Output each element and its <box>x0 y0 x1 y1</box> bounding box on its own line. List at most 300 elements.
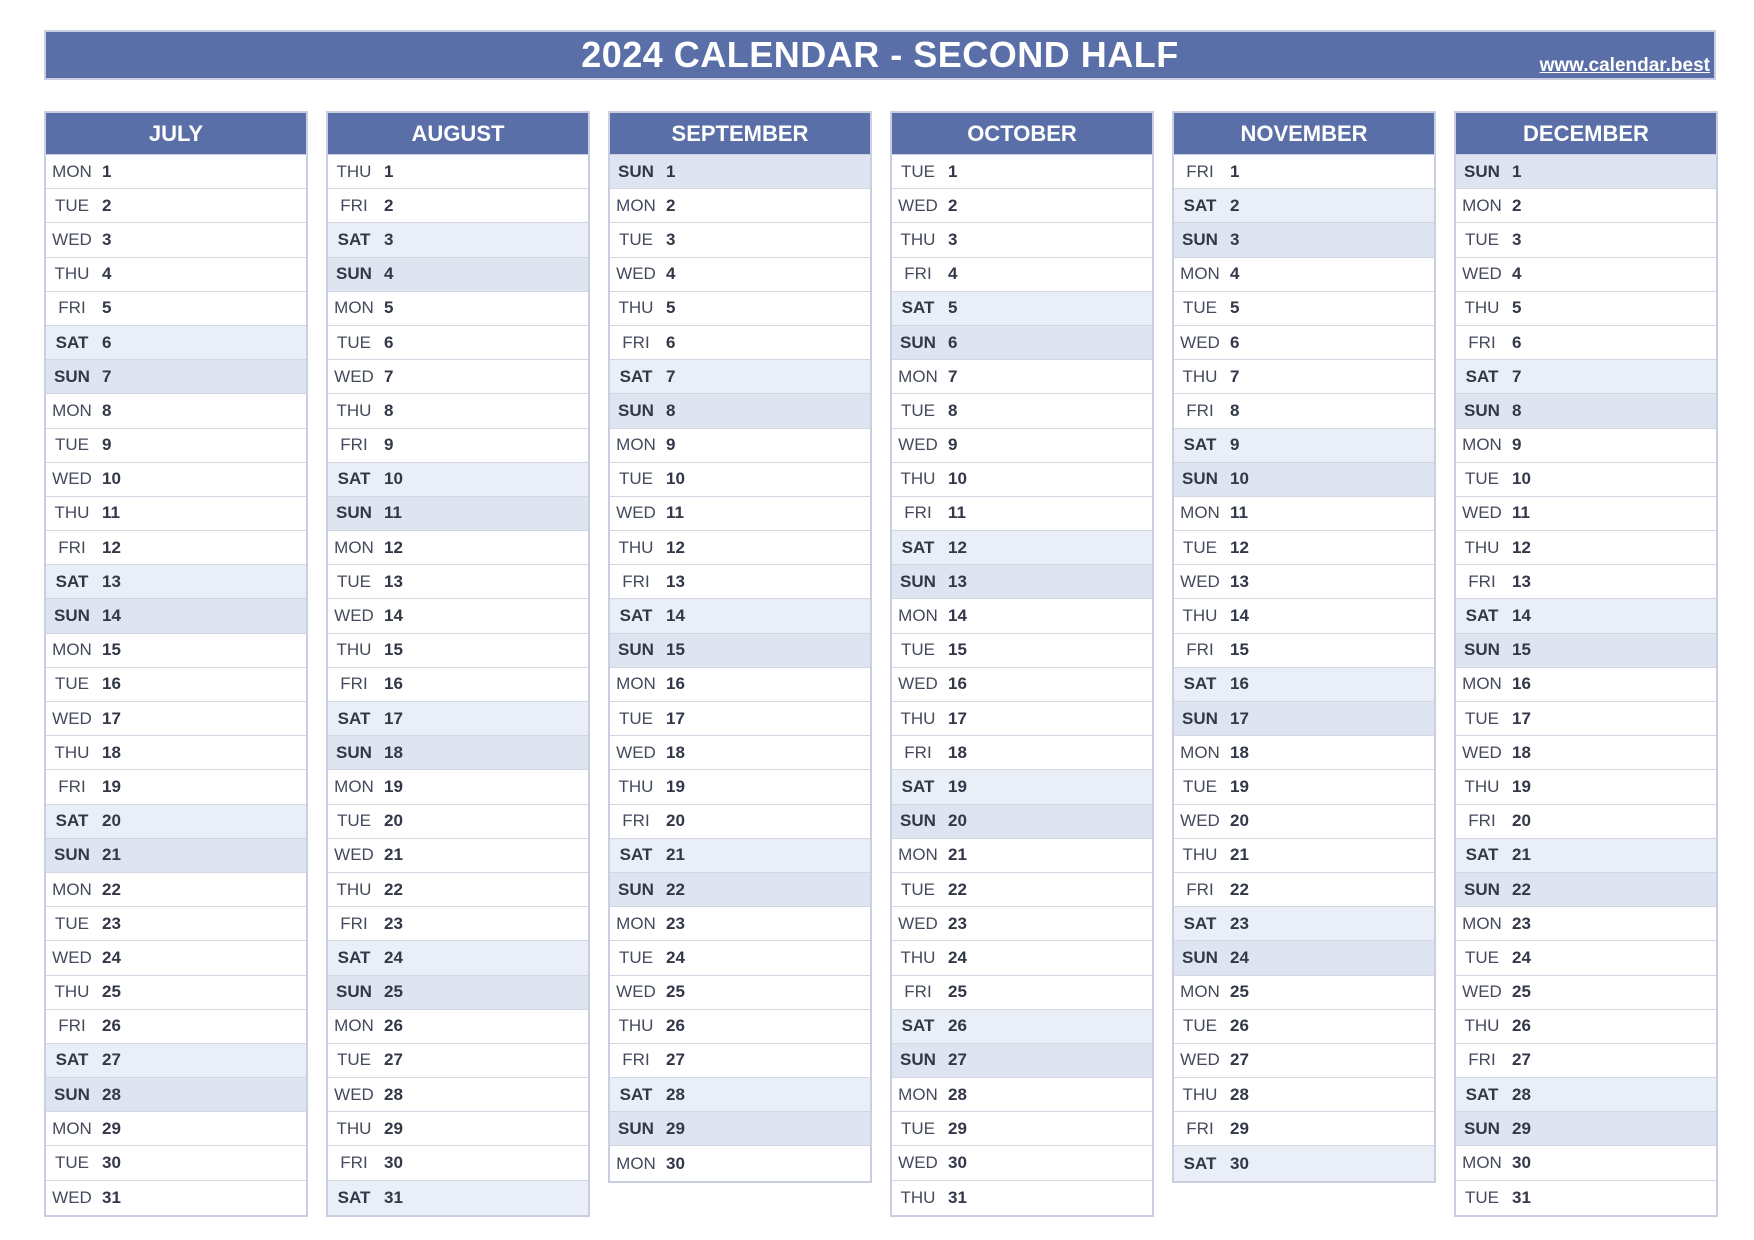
weekday-label: FRI <box>1468 1050 1496 1070</box>
day-row <box>610 941 870 975</box>
weekday-label: FRI <box>340 195 368 215</box>
weekday-label: TUE <box>1465 947 1499 967</box>
day-number: 12 <box>1512 537 1531 557</box>
day-row <box>328 497 588 531</box>
day-row <box>46 531 306 565</box>
month-header: JULY <box>46 113 306 155</box>
day-row <box>46 394 306 428</box>
weekday-label: FRI <box>622 332 650 352</box>
day-row <box>46 1112 306 1146</box>
day-row <box>46 668 306 702</box>
day-row <box>610 429 870 463</box>
day-number: 18 <box>1512 742 1531 762</box>
day-number: 23 <box>666 913 685 933</box>
day-number: 3 <box>1512 229 1522 249</box>
day-row <box>328 873 588 907</box>
day-row <box>46 873 306 907</box>
weekday-label: SAT <box>619 366 653 386</box>
day-row <box>1456 668 1716 702</box>
day-number: 15 <box>1230 640 1249 660</box>
day-number: 21 <box>1512 845 1531 865</box>
day-number: 22 <box>1512 879 1531 899</box>
weekday-label: TUE <box>619 708 653 728</box>
day-number: 20 <box>102 811 121 831</box>
day-number: 28 <box>1512 1084 1531 1104</box>
weekday-label: WED <box>334 366 374 386</box>
day-number: 15 <box>384 640 403 660</box>
day-number: 20 <box>1512 811 1531 831</box>
day-row <box>1456 736 1716 770</box>
day-number: 14 <box>1230 606 1249 626</box>
weekday-label: SAT <box>337 708 371 728</box>
day-number: 28 <box>102 1084 121 1104</box>
weekday-label: TUE <box>901 1118 935 1138</box>
day-number: 23 <box>384 913 403 933</box>
day-row <box>46 326 306 360</box>
day-row <box>892 429 1152 463</box>
weekday-label: FRI <box>340 913 368 933</box>
day-row <box>1456 976 1716 1010</box>
day-row <box>892 463 1152 497</box>
day-number: 1 <box>666 161 676 181</box>
weekday-label: SUN <box>1182 708 1218 728</box>
day-number: 16 <box>1230 674 1249 694</box>
weekday-label: TUE <box>619 229 653 249</box>
day-row <box>892 565 1152 599</box>
day-row <box>892 770 1152 804</box>
weekday-label: SUN <box>54 845 90 865</box>
day-number: 29 <box>666 1118 685 1138</box>
weekday-label: SAT <box>1183 1153 1217 1173</box>
month-august <box>326 111 590 1217</box>
day-row <box>46 1044 306 1078</box>
weekday-label: FRI <box>622 1050 650 1070</box>
day-number: 16 <box>948 674 967 694</box>
weekday-label: THU <box>1182 606 1218 626</box>
day-number: 12 <box>666 537 685 557</box>
day-number: 29 <box>102 1118 121 1138</box>
weekday-label: FRI <box>58 776 86 796</box>
month-header: NOVEMBER <box>1174 113 1434 155</box>
day-row <box>1456 258 1716 292</box>
day-row <box>610 189 870 223</box>
day-row <box>1174 839 1434 873</box>
day-row <box>46 736 306 770</box>
weekday-label: SAT <box>1465 606 1499 626</box>
month-header: SEPTEMBER <box>610 113 870 155</box>
day-row <box>328 907 588 941</box>
weekday-label: TUE <box>619 947 653 967</box>
day-number: 25 <box>384 982 403 1002</box>
day-row <box>610 702 870 736</box>
day-row <box>1174 1044 1434 1078</box>
day-number: 26 <box>1512 1016 1531 1036</box>
day-row <box>1174 1146 1434 1180</box>
weekday-label: THU <box>54 982 90 1002</box>
day-number: 13 <box>384 571 403 591</box>
day-row <box>46 634 306 668</box>
weekday-label: TUE <box>55 435 89 455</box>
day-row <box>1456 941 1716 975</box>
day-number: 20 <box>948 811 967 831</box>
weekday-label: FRI <box>1468 571 1496 591</box>
day-number: 9 <box>102 435 112 455</box>
day-row <box>1456 155 1716 189</box>
day-row <box>328 565 588 599</box>
day-row <box>1456 360 1716 394</box>
day-number: 8 <box>948 400 958 420</box>
day-number: 24 <box>666 947 685 967</box>
day-row <box>1174 1010 1434 1044</box>
day-number: 19 <box>1230 776 1249 796</box>
day-row <box>1174 565 1434 599</box>
day-row <box>46 497 306 531</box>
weekday-label: MON <box>1180 982 1220 1002</box>
day-number: 12 <box>384 537 403 557</box>
day-number: 2 <box>1230 195 1240 215</box>
weekday-label: THU <box>618 776 654 796</box>
day-number: 17 <box>1512 708 1531 728</box>
day-number: 4 <box>666 264 676 284</box>
weekday-label: MON <box>898 845 938 865</box>
weekday-label: SUN <box>336 742 372 762</box>
day-row <box>1174 497 1434 531</box>
weekday-label: FRI <box>1186 640 1214 660</box>
day-row <box>892 189 1152 223</box>
weekday-label: TUE <box>337 811 371 831</box>
day-row <box>46 1146 306 1180</box>
day-row <box>46 189 306 223</box>
month-december <box>1454 111 1718 1217</box>
day-row <box>46 360 306 394</box>
day-row <box>328 1078 588 1112</box>
weekday-label: MON <box>1462 1153 1502 1173</box>
day-row <box>1456 1010 1716 1044</box>
weekday-label: THU <box>54 742 90 762</box>
day-row <box>1174 223 1434 257</box>
day-number: 28 <box>1230 1084 1249 1104</box>
day-row <box>1456 292 1716 326</box>
weekday-label: MON <box>1180 742 1220 762</box>
day-number: 29 <box>1230 1118 1249 1138</box>
day-row <box>892 976 1152 1010</box>
weekday-label: THU <box>1464 537 1500 557</box>
day-number: 3 <box>1230 229 1240 249</box>
month-header: AUGUST <box>328 113 588 155</box>
day-row <box>892 531 1152 565</box>
day-number: 16 <box>666 674 685 694</box>
weekday-label: SUN <box>1182 229 1218 249</box>
day-row <box>892 702 1152 736</box>
day-number: 28 <box>666 1084 685 1104</box>
weekday-label: THU <box>1182 845 1218 865</box>
weekday-label: SAT <box>1465 1084 1499 1104</box>
day-number: 12 <box>948 537 967 557</box>
day-number: 10 <box>948 469 967 489</box>
day-row <box>1174 531 1434 565</box>
day-number: 2 <box>666 195 676 215</box>
weekday-label: WED <box>52 469 92 489</box>
day-number: 11 <box>1512 503 1530 523</box>
month-october <box>890 111 1154 1217</box>
weekday-label: MON <box>616 674 656 694</box>
weekday-label: MON <box>616 195 656 215</box>
day-number: 13 <box>666 571 685 591</box>
day-row <box>328 463 588 497</box>
weekday-label: WED <box>898 1153 938 1173</box>
day-number: 11 <box>1230 503 1248 523</box>
day-number: 7 <box>384 366 394 386</box>
day-row <box>46 258 306 292</box>
day-number: 13 <box>948 571 967 591</box>
weekday-label: MON <box>616 1153 656 1173</box>
day-row <box>1174 429 1434 463</box>
day-number: 30 <box>948 1153 967 1173</box>
day-number: 18 <box>948 742 967 762</box>
month-header: OCTOBER <box>892 113 1152 155</box>
weekday-label: TUE <box>1183 1016 1217 1036</box>
weekday-label: THU <box>1464 776 1500 796</box>
day-row <box>328 1044 588 1078</box>
weekday-label: WED <box>334 845 374 865</box>
day-number: 22 <box>1230 879 1249 899</box>
weekday-label: THU <box>336 1118 372 1138</box>
day-number: 6 <box>1512 332 1522 352</box>
day-row <box>610 839 870 873</box>
day-number: 23 <box>1230 913 1249 933</box>
weekday-label: WED <box>52 947 92 967</box>
day-row <box>328 258 588 292</box>
day-number: 15 <box>1512 640 1531 660</box>
weekday-label: SAT <box>55 332 89 352</box>
day-row <box>1456 907 1716 941</box>
weekday-label: SAT <box>337 1187 371 1207</box>
day-number: 27 <box>948 1050 967 1070</box>
day-row <box>610 873 870 907</box>
day-row <box>1174 1078 1434 1112</box>
day-row <box>892 1078 1152 1112</box>
day-number: 31 <box>1512 1187 1531 1207</box>
weekday-label: MON <box>898 606 938 626</box>
weekday-label: THU <box>900 947 936 967</box>
weekday-label: THU <box>1182 366 1218 386</box>
day-number: 13 <box>1230 571 1249 591</box>
day-number: 21 <box>666 845 685 865</box>
weekday-label: WED <box>1180 332 1220 352</box>
day-row <box>46 155 306 189</box>
month-header: DECEMBER <box>1456 113 1716 155</box>
day-number: 21 <box>102 845 121 865</box>
day-number: 8 <box>1512 400 1522 420</box>
day-number: 27 <box>666 1050 685 1070</box>
day-row <box>1456 1112 1716 1146</box>
day-number: 22 <box>102 879 121 899</box>
day-row <box>892 1044 1152 1078</box>
weekday-label: FRI <box>904 503 932 523</box>
day-row <box>892 941 1152 975</box>
day-number: 13 <box>102 571 121 591</box>
day-number: 17 <box>102 708 121 728</box>
day-row <box>1456 394 1716 428</box>
day-number: 18 <box>384 742 403 762</box>
weekday-label: FRI <box>1186 1118 1214 1138</box>
day-row <box>892 155 1152 189</box>
day-row <box>610 1044 870 1078</box>
day-number: 11 <box>384 503 402 523</box>
day-number: 31 <box>102 1187 121 1207</box>
weekday-label: THU <box>54 264 90 284</box>
day-number: 8 <box>384 400 394 420</box>
day-number: 15 <box>102 640 121 660</box>
day-row <box>46 805 306 839</box>
day-row <box>892 326 1152 360</box>
weekday-label: SAT <box>1183 195 1217 215</box>
weekday-label: MON <box>616 435 656 455</box>
day-number: 18 <box>666 742 685 762</box>
day-row <box>892 873 1152 907</box>
weekday-label: SUN <box>900 811 936 831</box>
day-row <box>1174 941 1434 975</box>
weekday-label: MON <box>1462 674 1502 694</box>
day-number: 27 <box>1512 1050 1531 1070</box>
day-row <box>46 976 306 1010</box>
day-number: 12 <box>102 537 121 557</box>
day-number: 9 <box>1512 435 1522 455</box>
day-row <box>46 223 306 257</box>
day-number: 14 <box>666 606 685 626</box>
day-number: 2 <box>102 195 112 215</box>
day-number: 29 <box>948 1118 967 1138</box>
day-number: 25 <box>1512 982 1531 1002</box>
weekday-label: THU <box>1464 1016 1500 1036</box>
day-number: 9 <box>666 435 676 455</box>
weekday-label: WED <box>898 195 938 215</box>
day-row <box>1456 189 1716 223</box>
day-number: 7 <box>948 366 958 386</box>
day-row <box>610 1112 870 1146</box>
weekday-label: TUE <box>337 332 371 352</box>
day-number: 3 <box>384 229 394 249</box>
day-number: 3 <box>102 229 112 249</box>
weekday-label: FRI <box>904 264 932 284</box>
day-row <box>610 394 870 428</box>
day-number: 5 <box>1512 298 1522 318</box>
day-number: 7 <box>1230 366 1240 386</box>
weekday-label: SUN <box>1464 400 1500 420</box>
day-number: 27 <box>384 1050 403 1070</box>
weekday-label: TUE <box>901 161 935 181</box>
weekday-label: SAT <box>55 811 89 831</box>
day-row <box>328 976 588 1010</box>
day-number: 17 <box>384 708 403 728</box>
day-row <box>610 223 870 257</box>
day-row <box>1174 360 1434 394</box>
day-number: 4 <box>384 264 394 284</box>
weekday-label: SAT <box>619 845 653 865</box>
day-row <box>610 1146 870 1180</box>
day-row <box>1174 155 1434 189</box>
weekday-label: FRI <box>58 1016 86 1036</box>
day-number: 12 <box>1230 537 1249 557</box>
website-link[interactable]: www.calendar.best <box>1539 55 1710 76</box>
weekday-label: FRI <box>1186 161 1214 181</box>
day-number: 26 <box>384 1016 403 1036</box>
day-number: 15 <box>666 640 685 660</box>
day-row <box>1456 873 1716 907</box>
weekday-label: FRI <box>1468 811 1496 831</box>
weekday-label: SAT <box>901 776 935 796</box>
day-number: 29 <box>384 1118 403 1138</box>
day-row <box>610 736 870 770</box>
weekday-label: FRI <box>340 674 368 694</box>
weekday-label: WED <box>1180 571 1220 591</box>
day-row <box>1174 976 1434 1010</box>
day-row <box>610 531 870 565</box>
day-number: 10 <box>1230 469 1249 489</box>
day-row <box>892 634 1152 668</box>
day-number: 21 <box>948 845 967 865</box>
day-row <box>1174 770 1434 804</box>
day-number: 4 <box>1512 264 1522 284</box>
day-number: 10 <box>666 469 685 489</box>
weekday-label: THU <box>54 503 90 523</box>
day-row <box>328 668 588 702</box>
weekday-label: SUN <box>1464 161 1500 181</box>
day-number: 31 <box>384 1187 403 1207</box>
day-number: 19 <box>948 776 967 796</box>
weekday-label: SAT <box>1465 845 1499 865</box>
day-row <box>610 770 870 804</box>
day-number: 9 <box>948 435 958 455</box>
day-row <box>610 463 870 497</box>
day-row <box>610 497 870 531</box>
day-row <box>328 429 588 463</box>
day-number: 31 <box>948 1187 967 1207</box>
day-number: 1 <box>948 161 958 181</box>
day-number: 8 <box>1230 400 1240 420</box>
weekday-label: SUN <box>54 366 90 386</box>
day-row <box>328 326 588 360</box>
day-number: 10 <box>384 469 403 489</box>
weekday-label: WED <box>334 606 374 626</box>
day-row <box>610 326 870 360</box>
day-row <box>610 668 870 702</box>
month-july <box>44 111 308 1217</box>
weekday-label: SUN <box>618 400 654 420</box>
day-number: 21 <box>1230 845 1249 865</box>
weekday-label: SAT <box>337 469 371 489</box>
day-number: 16 <box>102 674 121 694</box>
day-row <box>892 839 1152 873</box>
day-number: 5 <box>102 298 112 318</box>
day-row <box>1174 326 1434 360</box>
day-number: 9 <box>384 435 394 455</box>
weekday-label: MON <box>616 913 656 933</box>
weekday-label: FRI <box>340 435 368 455</box>
weekday-label: SUN <box>900 571 936 591</box>
day-row <box>892 736 1152 770</box>
day-row <box>610 907 870 941</box>
day-number: 1 <box>102 161 112 181</box>
day-row <box>46 565 306 599</box>
day-number: 1 <box>1230 161 1240 181</box>
weekday-label: FRI <box>904 982 932 1002</box>
weekday-label: THU <box>1464 298 1500 318</box>
day-number: 6 <box>666 332 676 352</box>
day-number: 30 <box>384 1153 403 1173</box>
day-number: 5 <box>666 298 676 318</box>
weekday-label: FRI <box>58 537 86 557</box>
